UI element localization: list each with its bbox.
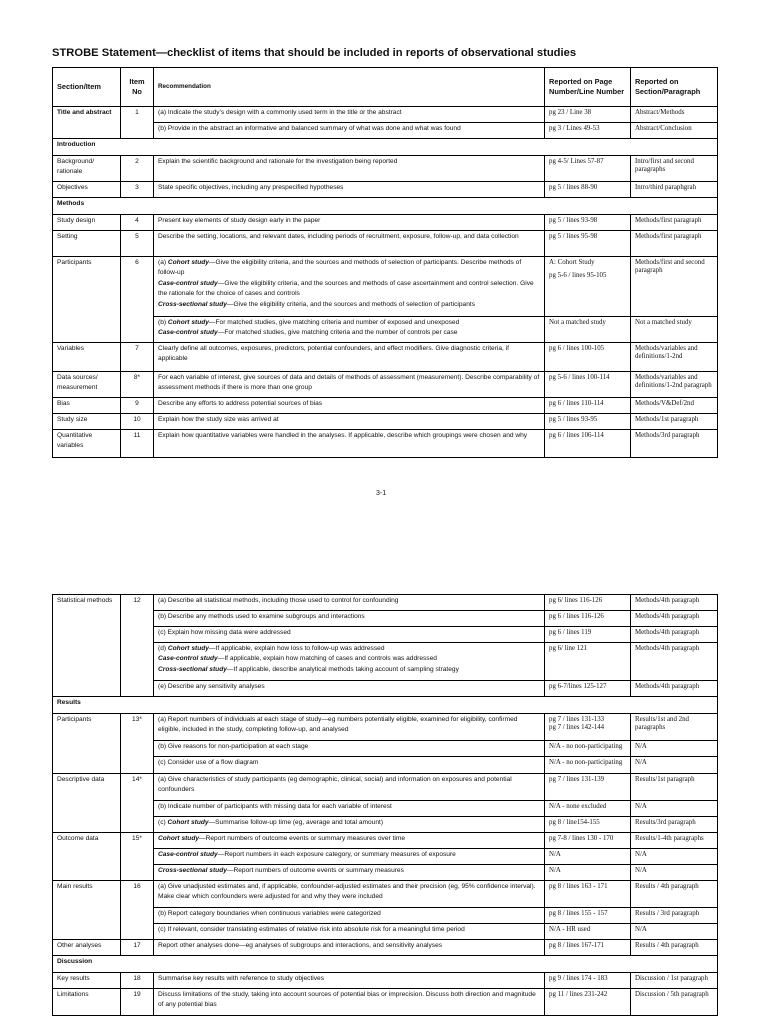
- section-item-label: Setting: [53, 231, 121, 257]
- section-item-label: Participants: [53, 714, 121, 774]
- reported-page-cell: pg 6 / lines 100-105: [545, 343, 631, 372]
- reported-page-cell: Not a matched study: [545, 317, 631, 343]
- recommendation-cell: [154, 257, 545, 317]
- recommendation-text: [158, 742, 540, 752]
- section-heading-row: [53, 697, 718, 714]
- section-heading: Methods: [53, 198, 718, 215]
- recommendation-prefix: (a) Indicate the study’s design with a commonly used term in the title or the abstract: [158, 109, 402, 116]
- recommendation-cell: [154, 372, 545, 398]
- item-number: 7: [121, 343, 154, 372]
- recommendation-prefix: Describe the setting, locations, and relevant dates, including periods of recruitment, exposure, follow-up, and data collection: [158, 233, 519, 240]
- recommendation-prefix: (c) Explain how missing data were addressed: [158, 629, 291, 636]
- strobe-checklist-table-2: [52, 594, 718, 1016]
- reported-section-cell: Results/1st and 2nd paragraphs: [631, 714, 718, 741]
- study-type-label: Case-control study: [158, 655, 218, 663]
- study-type-label: Cross-sectional study: [158, 300, 227, 308]
- reported-page-cell: pg 8 / line154-155: [545, 817, 631, 833]
- recommendation-rest: —For matched studies, give matching criteria and number of exposed and unexposed: [208, 319, 460, 326]
- recommendation-cell: [154, 215, 545, 231]
- recommendation-rest: —If applicable, describe analytical methods taking account of sampling strategy: [226, 665, 459, 673]
- section-item-label: Study design: [53, 215, 121, 231]
- recommendation-text: [158, 415, 540, 425]
- recommendation-text: [158, 990, 540, 1011]
- recommendation-text: [158, 596, 540, 606]
- study-type-label: Case-control study: [158, 279, 218, 287]
- recommendation-text: [158, 850, 540, 860]
- recommendation-text: [158, 775, 540, 796]
- strobe-checklist-table-1: [52, 67, 718, 458]
- item-number: 1: [121, 107, 154, 139]
- recommendation-cell: [154, 973, 545, 989]
- recommendation-cell: [154, 627, 545, 643]
- recommendation-rest: —If applicable, explain how loss to follow-up was addressed: [208, 645, 385, 652]
- reported-page-cell: pg 6 / lines 110-114: [545, 398, 631, 414]
- recommendation-rest: —Give the eligibility criteria, and the sources and methods of case ascertainment and control selection. Give the rationale for the choice of cases and controls: [158, 279, 534, 298]
- recommendation-text: [158, 628, 540, 638]
- reported-section-cell: Results/1-4th paragraphs: [631, 833, 718, 849]
- recommendation-cell: [154, 414, 545, 430]
- reported-page-cell: pg 3 / Lines 49-53: [545, 123, 631, 139]
- section-item-label: Background/ rationale: [53, 156, 121, 182]
- study-type-label: Cohort study: [167, 645, 209, 652]
- table-row: [53, 940, 718, 956]
- recommendation-cell: [154, 714, 545, 741]
- recommendation-text: [158, 925, 540, 935]
- page-number: 3-1: [376, 490, 387, 497]
- recommendation-cell: [154, 398, 545, 414]
- recommendation-text: [158, 431, 540, 441]
- recommendation-cell: [154, 881, 545, 908]
- recommendation-cell: [154, 989, 545, 1016]
- reported-page-cell: pg 8 / lines 155 - 157: [545, 908, 631, 924]
- reported-page-cell: pg 5 / lines 95-98: [545, 231, 631, 257]
- table-row: [53, 973, 718, 989]
- recommendation-prefix: (e) Describe any sensitivity analyses: [158, 683, 265, 690]
- table-row: [53, 107, 718, 123]
- recommendation-prefix: Explain how the study size was arrived at: [158, 416, 279, 423]
- reported-section-cell: Results / 3rd paragraph: [631, 908, 718, 924]
- recommendation-prefix: Summarise key results with reference to study objectives: [158, 975, 325, 982]
- recommendation-text: [158, 654, 540, 664]
- recommendation-cell: [154, 908, 545, 924]
- section-item-label: Outcome data: [53, 833, 121, 881]
- item-number: 19: [121, 989, 154, 1016]
- reported-page-text: pg 5-6 / lines 95-105: [549, 272, 607, 279]
- table-row: [53, 833, 718, 849]
- reported-page-cell: pg 6/ lines 116-126: [545, 595, 631, 611]
- reported-page-cell: pg 23 / Line 38: [545, 107, 631, 123]
- reported-page-cell: N/A - no non-participating: [545, 741, 631, 757]
- item-number: 13*: [121, 714, 154, 774]
- reported-page-cell: pg 6/ line 121: [545, 643, 631, 681]
- recommendation-text: [158, 682, 540, 692]
- recommendation-text: [158, 328, 540, 338]
- recommendation-cell: [154, 156, 545, 182]
- recommendation-cell: [154, 107, 545, 123]
- reported-section-cell: Abstract/Methods: [631, 107, 718, 123]
- section-item-label: Objectives: [53, 182, 121, 198]
- recommendation-text: [158, 644, 540, 654]
- recommendation-text: [158, 318, 540, 328]
- item-number: 10: [121, 414, 154, 430]
- recommendation-text: [158, 974, 540, 984]
- section-heading: Results: [53, 697, 718, 714]
- header-section-item: Section/Item: [53, 68, 121, 107]
- reported-page-cell: pg 8 / lines 163 - 171: [545, 881, 631, 908]
- section-item-label: Title and abstract: [53, 107, 121, 139]
- reported-section-cell: Methods/4th paragraph: [631, 627, 718, 643]
- recommendation-cell: [154, 643, 545, 681]
- reported-page-cell: pg 6 / lines 116-126: [545, 611, 631, 627]
- reported-section-cell: Results/1st paragraph: [631, 774, 718, 801]
- recommendation-text: [158, 258, 540, 279]
- table-row: [53, 881, 718, 908]
- recommendation-prefix: (b) Provide in the abstract an informative and balanced summary of what was done and what was found: [158, 125, 461, 132]
- recommendation-text: [158, 834, 540, 844]
- reported-page-cell: N/A - no non-participating: [545, 757, 631, 774]
- table-row: [53, 215, 718, 231]
- page-title: STROBE Statement—checklist of items that should be included in reports of observational studies: [52, 47, 577, 59]
- recommendation-text: [158, 758, 540, 768]
- recommendation-cell: [154, 833, 545, 849]
- reported-section-cell: N/A: [631, 865, 718, 881]
- reported-section-cell: N/A: [631, 801, 718, 817]
- study-type-label: Case-control study: [158, 329, 218, 337]
- recommendation-text: [158, 216, 540, 226]
- table-row: [53, 156, 718, 182]
- recommendation-rest: —For matched studies, give matching criteria and the number of controls per case: [217, 329, 458, 337]
- item-number: 5: [121, 231, 154, 257]
- section-item-label: Variables: [53, 343, 121, 372]
- recommendation-prefix: State specific objectives, including any prespecified hypotheses: [158, 184, 344, 191]
- table-row: [53, 343, 718, 372]
- recommendation-prefix: (a) Give characteristics of study participants (eg demographic, clinical, social) and information on exposures and potential confounders: [158, 776, 512, 794]
- recommendation-cell: [154, 940, 545, 956]
- recommendation-rest: —Report numbers of outcome events or summary measures: [226, 867, 404, 874]
- section-item-label: Descriptive data: [53, 774, 121, 833]
- reported-section-cell: N/A: [631, 924, 718, 940]
- reported-section-cell: Results / 4th paragraph: [631, 940, 718, 956]
- reported-section-cell: Discussion / 1st paragraph: [631, 973, 718, 989]
- reported-page-cell: pg 6 / lines 106-114: [545, 430, 631, 458]
- reported-page-cell: [545, 257, 631, 317]
- recommendation-text: [158, 373, 540, 394]
- reported-section-cell: Methods/V&Def/2nd: [631, 398, 718, 414]
- recommendation-prefix: Explain how quantitative variables were handled in the analyses. If applicable, describe which groupings were chosen and why: [158, 432, 528, 439]
- study-type-label: Cohort study: [167, 819, 209, 826]
- recommendation-cell: [154, 924, 545, 940]
- recommendation-text: [158, 818, 540, 828]
- reported-section-cell: N/A: [631, 849, 718, 865]
- recommendation-text: [158, 300, 540, 310]
- table-row: [53, 398, 718, 414]
- reported-section-cell: Methods/first paragraph: [631, 231, 718, 257]
- recommendation-prefix: (a) Describe all statistical methods, including those used to control for confounding: [158, 597, 399, 604]
- reported-section-cell: Methods/variables and definitions/1-2nd: [631, 343, 718, 372]
- recommendation-prefix: Clearly define all outcomes, exposures, predictors, potential confounders, and effect modifiers. Give diagnostic criteria, if applicable: [158, 345, 509, 363]
- recommendation-prefix: (a): [158, 259, 168, 266]
- table-header-row: [53, 68, 718, 107]
- item-number: 16: [121, 881, 154, 940]
- header-item-no: Item No: [121, 68, 154, 107]
- recommendation-text: [158, 124, 540, 134]
- item-number: 14*: [121, 774, 154, 833]
- recommendation-text: [158, 157, 540, 167]
- section-item-label: Study size: [53, 414, 121, 430]
- reported-section-cell: Methods/4th paragraph: [631, 681, 718, 697]
- recommendation-prefix: (c): [158, 819, 168, 826]
- section-item-label: Key results: [53, 973, 121, 989]
- recommendation-prefix: (b) Report category boundaries when continuous variables were categorized: [158, 910, 381, 917]
- reported-page-text: pg 7 / lines 131-133: [549, 716, 605, 723]
- recommendation-text: [158, 665, 540, 675]
- recommendation-text: [158, 882, 540, 903]
- recommendation-text: [158, 183, 540, 193]
- recommendation-cell: [154, 817, 545, 833]
- item-number: 3: [121, 182, 154, 198]
- table-row: [53, 414, 718, 430]
- header-reported-section: Reported on Section/Paragraph: [631, 68, 718, 107]
- table-row: [53, 257, 718, 317]
- recommendation-rest: —Report numbers in each exposure category, or summary measures of exposure: [217, 851, 456, 858]
- recommendation-text: [158, 802, 540, 812]
- reported-page-text: A: Cohort Study: [549, 259, 595, 266]
- recommendation-prefix: Present key elements of study design early in the paper: [158, 217, 321, 224]
- recommendation-cell: [154, 801, 545, 817]
- reported-section-cell: Methods/first and second paragraph: [631, 257, 718, 317]
- reported-section-cell: Intro/third paraphgrah: [631, 182, 718, 198]
- item-number: 9: [121, 398, 154, 414]
- reported-section-cell: N/A: [631, 757, 718, 774]
- reported-page-cell: pg 7 / lines 131-139: [545, 774, 631, 801]
- reported-section-cell: Methods/variables and definitions/1-2nd paragraph: [631, 372, 718, 398]
- reported-page-cell: pg 4-5/ Lines 57-87: [545, 156, 631, 182]
- recommendation-cell: [154, 849, 545, 865]
- reported-section-cell: Discussion / 5th paragraph: [631, 989, 718, 1016]
- recommendation-rest: —Give the eligibility criteria, and the sources and methods of selection of participants: [226, 300, 476, 308]
- reported-section-cell: Methods/4th paragraph: [631, 595, 718, 611]
- recommendation-text: [158, 232, 540, 242]
- recommendation-prefix: Explain the scientific background and rationale for the investigation being reported: [158, 158, 398, 165]
- recommendation-text: [158, 399, 540, 409]
- item-number: 17: [121, 940, 154, 956]
- recommendation-prefix: (d): [158, 645, 168, 652]
- recommendation-text: [158, 909, 540, 919]
- recommendation-prefix: (c) If relevant, consider translating estimates of relative risk into absolute risk for a meaningful time period: [158, 926, 465, 933]
- reported-page-cell: N/A: [545, 865, 631, 881]
- recommendation-cell: [154, 741, 545, 757]
- recommendation-text: [158, 612, 540, 622]
- reported-page-cell: pg 5 / lines 93-98: [545, 215, 631, 231]
- table-row: [53, 372, 718, 398]
- reported-section-cell: Results/3rd paragraph: [631, 817, 718, 833]
- reported-section-cell: Methods/3rd paragraph: [631, 430, 718, 458]
- section-heading-row: [53, 139, 718, 156]
- study-type-label: Cohort study: [167, 319, 209, 326]
- section-heading-row: [53, 198, 718, 215]
- recommendation-cell: [154, 343, 545, 372]
- recommendation-prefix: Discuss limitations of the study, taking into account sources of potential bias or imprecision. Discuss both direction and magnitude of any potential bias: [158, 991, 536, 1009]
- table-row: [53, 989, 718, 1016]
- reported-page-cell: [545, 714, 631, 741]
- recommendation-prefix: (b) Indicate number of participants with missing data for each variable of interest: [158, 803, 392, 810]
- table-row: [53, 231, 718, 257]
- recommendation-text: [158, 279, 540, 300]
- study-type-label: Cohort study: [158, 835, 200, 842]
- section-item-label: Limitations: [53, 989, 121, 1016]
- reported-section-cell: Not a matched study: [631, 317, 718, 343]
- reported-section-cell: Results / 4th paragraph: [631, 881, 718, 908]
- section-item-label: Participants: [53, 257, 121, 343]
- recommendation-cell: [154, 430, 545, 458]
- recommendation-prefix: (a) Report numbers of individuals at each stage of study—eg numbers potentially eligible, examined for eligibility, confirmed eligible, included in the study, completing follow-up, and analysed: [158, 716, 518, 734]
- item-number: 8*: [121, 372, 154, 398]
- recommendation-cell: [154, 774, 545, 801]
- study-type-label: Cross-sectional study: [158, 867, 227, 874]
- section-item-label: Other analyses: [53, 940, 121, 956]
- reported-section-cell: Methods/1st paragraph: [631, 414, 718, 430]
- reported-section-cell: Methods/4th paragraph: [631, 643, 718, 681]
- table-row: [53, 595, 718, 611]
- recommendation-cell: [154, 681, 545, 697]
- section-heading-row: [53, 956, 718, 973]
- study-type-label: Cross-sectional study: [158, 665, 227, 673]
- recommendation-cell: [154, 865, 545, 881]
- reported-page-cell: pg 5 / lines 93-95: [545, 414, 631, 430]
- item-number: 2: [121, 156, 154, 182]
- item-number: 15*: [121, 833, 154, 881]
- study-type-label: Case-control study: [158, 851, 218, 858]
- item-number: 6: [121, 257, 154, 343]
- section-item-label: Quantitative variables: [53, 430, 121, 458]
- table-row: [53, 182, 718, 198]
- item-number: 18: [121, 973, 154, 989]
- reported-page-cell: pg 7-8 / lines 130 - 170: [545, 833, 631, 849]
- table-row: [53, 430, 718, 458]
- header-reported-page: Reported on Page Number/Line Number: [545, 68, 631, 107]
- header-recommendation: Recommendation: [154, 68, 545, 107]
- recommendation-cell: [154, 231, 545, 257]
- recommendation-text: [158, 108, 540, 118]
- reported-section-cell: Abstract/Conclusion: [631, 123, 718, 139]
- reported-page-cell: N/A - HR used: [545, 924, 631, 940]
- reported-page-cell: pg 11 / lines 231-242: [545, 989, 631, 1016]
- reported-section-cell: Intro/first and second paragraphs: [631, 156, 718, 182]
- recommendation-cell: [154, 182, 545, 198]
- recommendation-rest: —Report numbers of outcome events or summary measures over time: [199, 835, 405, 842]
- recommendation-text: [158, 344, 540, 365]
- recommendation-text: [158, 941, 540, 951]
- recommendation-prefix: (b) Describe any methods used to examine subgroups and interactions: [158, 613, 365, 620]
- item-number: 12: [121, 595, 154, 697]
- reported-section-cell: Methods/4th paragraph: [631, 611, 718, 627]
- section-item-label: Main results: [53, 881, 121, 940]
- reported-page-cell: pg 9 / lines 174 - 183: [545, 973, 631, 989]
- item-number: 11: [121, 430, 154, 458]
- recommendation-prefix: (a) Give unadjusted estimates and, if applicable, confounder-adjusted estimates and their precision (eg, 95% confidence interval). Make clear which confounders were adjusted for and why they were included: [158, 883, 536, 901]
- recommendation-text: [158, 866, 540, 876]
- recommendation-cell: [154, 595, 545, 611]
- section-heading: Introduction: [53, 139, 718, 156]
- recommendation-prefix: Describe any efforts to address potential sources of bias: [158, 400, 323, 407]
- section-item-label: Statistical methods: [53, 595, 121, 697]
- table-row: [53, 774, 718, 801]
- table-row: [53, 714, 718, 741]
- reported-page-cell: pg 6 / lines 119: [545, 627, 631, 643]
- recommendation-prefix: For each variable of interest, give sources of data and details of methods of assessment (measurement). Describe comparability of assessment methods if there is more than one group: [158, 374, 540, 392]
- recommendation-prefix: (b) Give reasons for non-participation at each stage: [158, 743, 309, 750]
- reported-page-cell: pg 5-6 / lines 100-114: [545, 372, 631, 398]
- recommendation-rest: —Give the eligibility criteria, and the sources and methods of selection of participants. Describe methods of follow-up: [158, 259, 522, 277]
- recommendation-prefix: (b): [158, 319, 168, 326]
- study-type-label: Cohort study: [167, 259, 209, 266]
- reported-section-cell: Methods/first paragraph: [631, 215, 718, 231]
- reported-section-cell: N/A: [631, 741, 718, 757]
- reported-page-cell: N/A: [545, 849, 631, 865]
- reported-page-cell: pg 5 / lines 88-90: [545, 182, 631, 198]
- reported-page-cell: pg 6-7/lines 125-127: [545, 681, 631, 697]
- reported-page-cell: pg 8 / lines 167-171: [545, 940, 631, 956]
- recommendation-text: [158, 715, 540, 736]
- recommendation-prefix: (c) Consider use of a flow diagram: [158, 759, 259, 766]
- recommendation-cell: [154, 317, 545, 343]
- recommendation-prefix: Report other analyses done—eg analyses of subgroups and interactions, and sensitivity analyses: [158, 942, 443, 949]
- recommendation-cell: [154, 611, 545, 627]
- section-item-label: Bias: [53, 398, 121, 414]
- recommendation-rest: —If applicable, explain how matching of cases and controls was addressed: [217, 655, 437, 663]
- recommendation-cell: [154, 123, 545, 139]
- reported-page-text: pg 7 / lines 142-144: [549, 724, 605, 731]
- recommendation-rest: —Summarise follow-up time (eg, average and total amount): [208, 819, 384, 826]
- section-heading: Discussion: [53, 956, 718, 973]
- recommendation-cell: [154, 757, 545, 774]
- reported-page-cell: N/A - none excluded: [545, 801, 631, 817]
- section-item-label: Data sources/ measurement: [53, 372, 121, 398]
- item-number: 4: [121, 215, 154, 231]
